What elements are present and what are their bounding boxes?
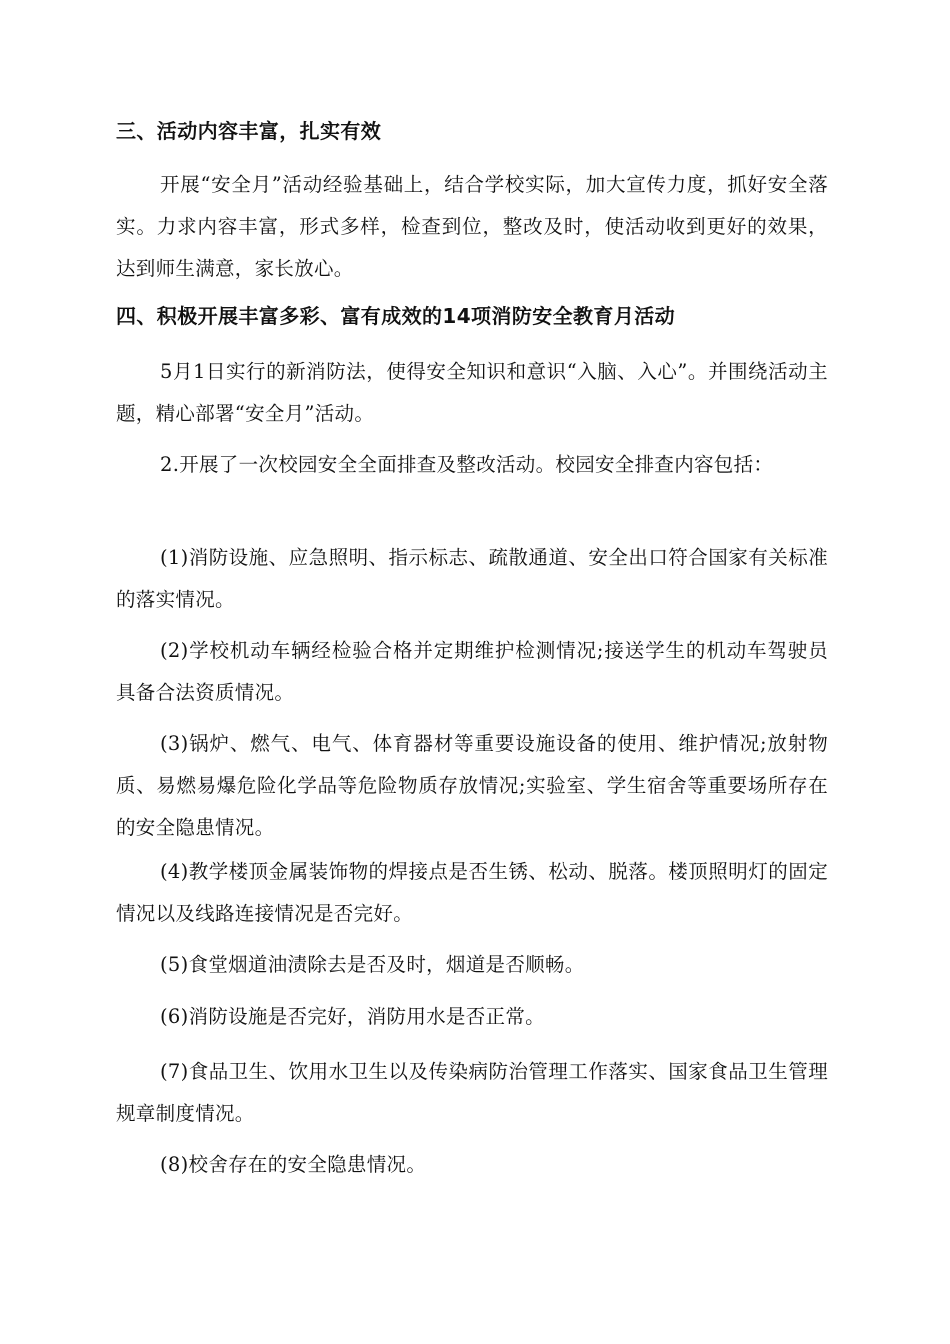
inspection-item-8: (8)校舍存在的安全隐患情况。 xyxy=(160,1153,427,1176)
inspection-item-4: (4)教学楼顶金属装饰物的焊接点是否生锈、松动、脱落。楼顶照明灯的固定情况以及线路连接情况是否完好。 xyxy=(116,860,828,925)
paragraph-campus-inspection: 2.开展了一次校园安全全面排查及整改活动。校园安全排查内容包括： xyxy=(160,453,774,476)
inspection-item-1: (1)消防设施、应急照明、指示标志、疏散通道、安全出口符合国家有关标准的落实情况。 xyxy=(116,546,828,611)
inspection-item-2: (2)学校机动车辆经检验合格并定期维护检测情况;接送学生的机动车驾驶员具备合法资质情况。 xyxy=(116,639,828,704)
paragraph-new-fire-law: 5月1日实行的新消防法，使得安全知识和意识“入脑、入心”。并围绕活动主题，精心部署“安全月”活动。 xyxy=(116,360,828,425)
inspection-item-5: (5)食堂烟道油渍除去是否及时，烟道是否顺畅。 xyxy=(160,953,585,976)
section-heading-4: 四、积极开展丰富多彩、富有成效的14项消防安全教育月活动 xyxy=(116,304,676,328)
inspection-item-3: (3)锅炉、燃气、电气、体育器材等重要设施设备的使用、维护情况;放射物质、易燃易爆危险化学品等危险物质存放情况;实验室、学生宿舍等重要场所存在的安全隐患情况。 xyxy=(116,732,828,839)
section-heading-3: 三、活动内容丰富，扎实有效 xyxy=(116,119,382,143)
section-3-paragraph: 开展“安全月”活动经验基础上，结合学校实际，加大宣传力度，抓好安全落实。力求内容丰富，形式多样，检查到位，整改及时，使活动收到更好的效果，达到师生满意，家长放心。 xyxy=(116,173,828,280)
inspection-item-7: (7)食品卫生、饮用水卫生以及传染病防治管理工作落实、国家食品卫生管理规章制度情况。 xyxy=(116,1060,828,1125)
inspection-item-6: (6)消防设施是否完好，消防用水是否正常。 xyxy=(160,1005,545,1028)
